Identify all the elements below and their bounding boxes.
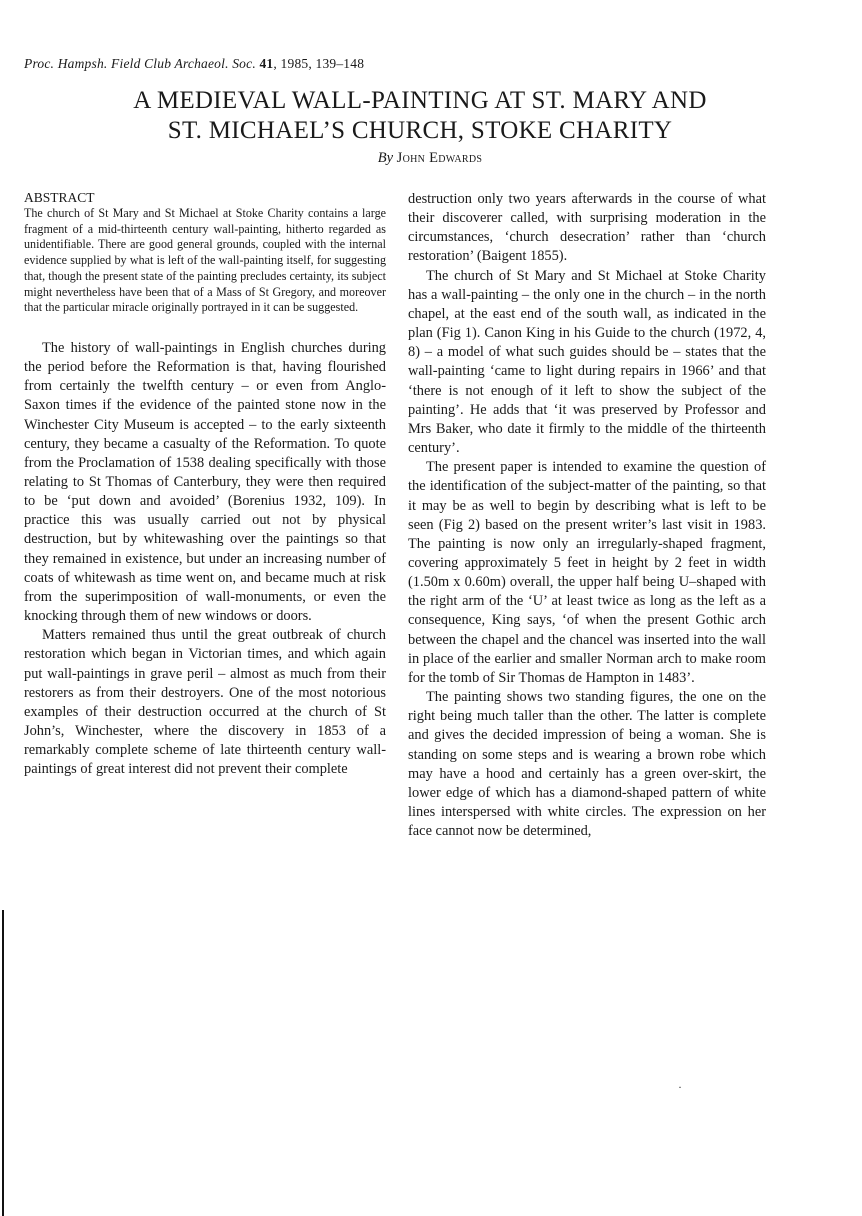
scan-speck: · xyxy=(678,1080,682,1094)
byline-by: By xyxy=(377,150,394,166)
body-paragraph-4: The present paper is intended to examine the question of the identification of the subject-matter of the painting, so that it may be as well to begin by describing what is left to be seen (Fig 2) based on the present writer’s last visit in 1983. The painting is now only an irregularly-shaped fragment, covering approximately 5 feet in height by 2 feet in width (1.50m x 0.60m) overall, the upper half being U–shaped with the right arm of the ‘U’ at least twice as long as the left as a consequence, King says, ‘of when the present Gothic arch between the chapel and the chancel was inserted into the wall in place of the earlier and smaller Norman arch to make room for the tomb of Sir Thomas de Hampton in 1483’. xyxy=(408,459,766,686)
journal-year-pages: , 1985, 139–148 xyxy=(273,56,365,71)
journal-volume: 41 xyxy=(259,56,274,71)
author-name: John Edwards xyxy=(396,150,483,166)
article-title-line-1: A MEDIEVAL WALL-PAINTING AT ST. MARY AND xyxy=(133,87,707,114)
body-paragraph-2: Matters remained thus until the great outbreak of church restoration which began in Victorian times, and which again put wall-paintings in grave peril – almost as much from their restorers as from their destroyers. One of the most notorious examples of their destruction occurred at the church of St John’s, Winchester, where the discovery in 1853 of a remarkably complete scheme of late thirteenth century wall-paintings of great interest did not prevent their complete xyxy=(24,627,386,778)
body-paragraph-5: The painting shows two standing figures, the one on the right being much taller than the other. The latter is complete and gives the decided impression of being a woman. She is standing on some steps and is wearing a brown robe which may have a hood and certainly has a green over-skirt, the lower edge of which has a diamond-shaped pattern of white lines interspersed with white circles. The expression on her face cannot now be determined, xyxy=(408,689,766,840)
journal-name: Proc. Hampsh. Field Club Archaeol. Soc. xyxy=(24,56,256,71)
abstract-text: The church of St Mary and St Michael at Stoke Charity contains a large fragment of a mid-thirteenth century wall-painting, hitherto regarded as unidentifiable. There are good general grounds, coupled with the internal evidence supplied by what is left of the wall-painting itself, for suggesting that, though the present state of the painting precludes certainty, its subject might nevertheless have been that of a Mass of St Gregory, and moreover that the particular miracle originally portrayed in it can be suggested. xyxy=(24,206,386,315)
section-gap xyxy=(24,316,386,339)
scan-edge-rule xyxy=(2,910,4,1216)
byline xyxy=(300,150,560,167)
article-title xyxy=(40,86,800,146)
body-paragraph-2-continued: destruction only two years afterwards in the course of what their discoverer called, with surprising moderation in the circumstances, ‘church desecration’ rather than ‘church restoration’ (Baigent 1855). xyxy=(408,191,766,265)
abstract-heading: ABSTRACT xyxy=(24,190,95,205)
body-paragraph-1: The history of wall-paintings in English churches during the period before the Reformation is that, having flourished from certainly the twelfth century – or even from Anglo-Saxon times if the evidence of the painted stone now in the Winchester City Museum is accepted – to the early sixteenth century, they became a casualty of the Reformation. To quote from the Proclamation of 1538 dealing specifically with those relating to St Thomas of Canterbury, they were then required to be ‘put down and avoided’ (Borenius 1932, 109). In practice this was usually carried out not by physical destruction, but by whitewashing over the paintings so that they remained in existence, but under an increasing number of coats of whitewash as time went on, and became much at risk from the superimposition of wall-monuments, or even the knocking through them of new windows or doors. xyxy=(24,339,386,625)
left-column xyxy=(24,190,386,780)
body-paragraph-3: The church of St Mary and St Michael at Stoke Charity has a wall-painting – the only one in the church – in the north chapel, at the east end of the south wall, as indicated in the plan (Fig 1). Canon King in his Guide to the church (1972, 4, 8) – a model of what such guides should be – states that the wall-painting ‘came to light during repairs in 1966’ and that ‘there is not enough of it left to show the subject of the painting’. He adds that ‘it was preserved by Professor and Mrs Baker, who date it firmly to the middle of the thirteenth century’. xyxy=(408,267,766,457)
journal-citation xyxy=(24,56,364,72)
right-column xyxy=(408,190,766,841)
article-title-line-2: ST. MICHAEL’S CHURCH, STOKE CHARITY xyxy=(167,117,673,144)
